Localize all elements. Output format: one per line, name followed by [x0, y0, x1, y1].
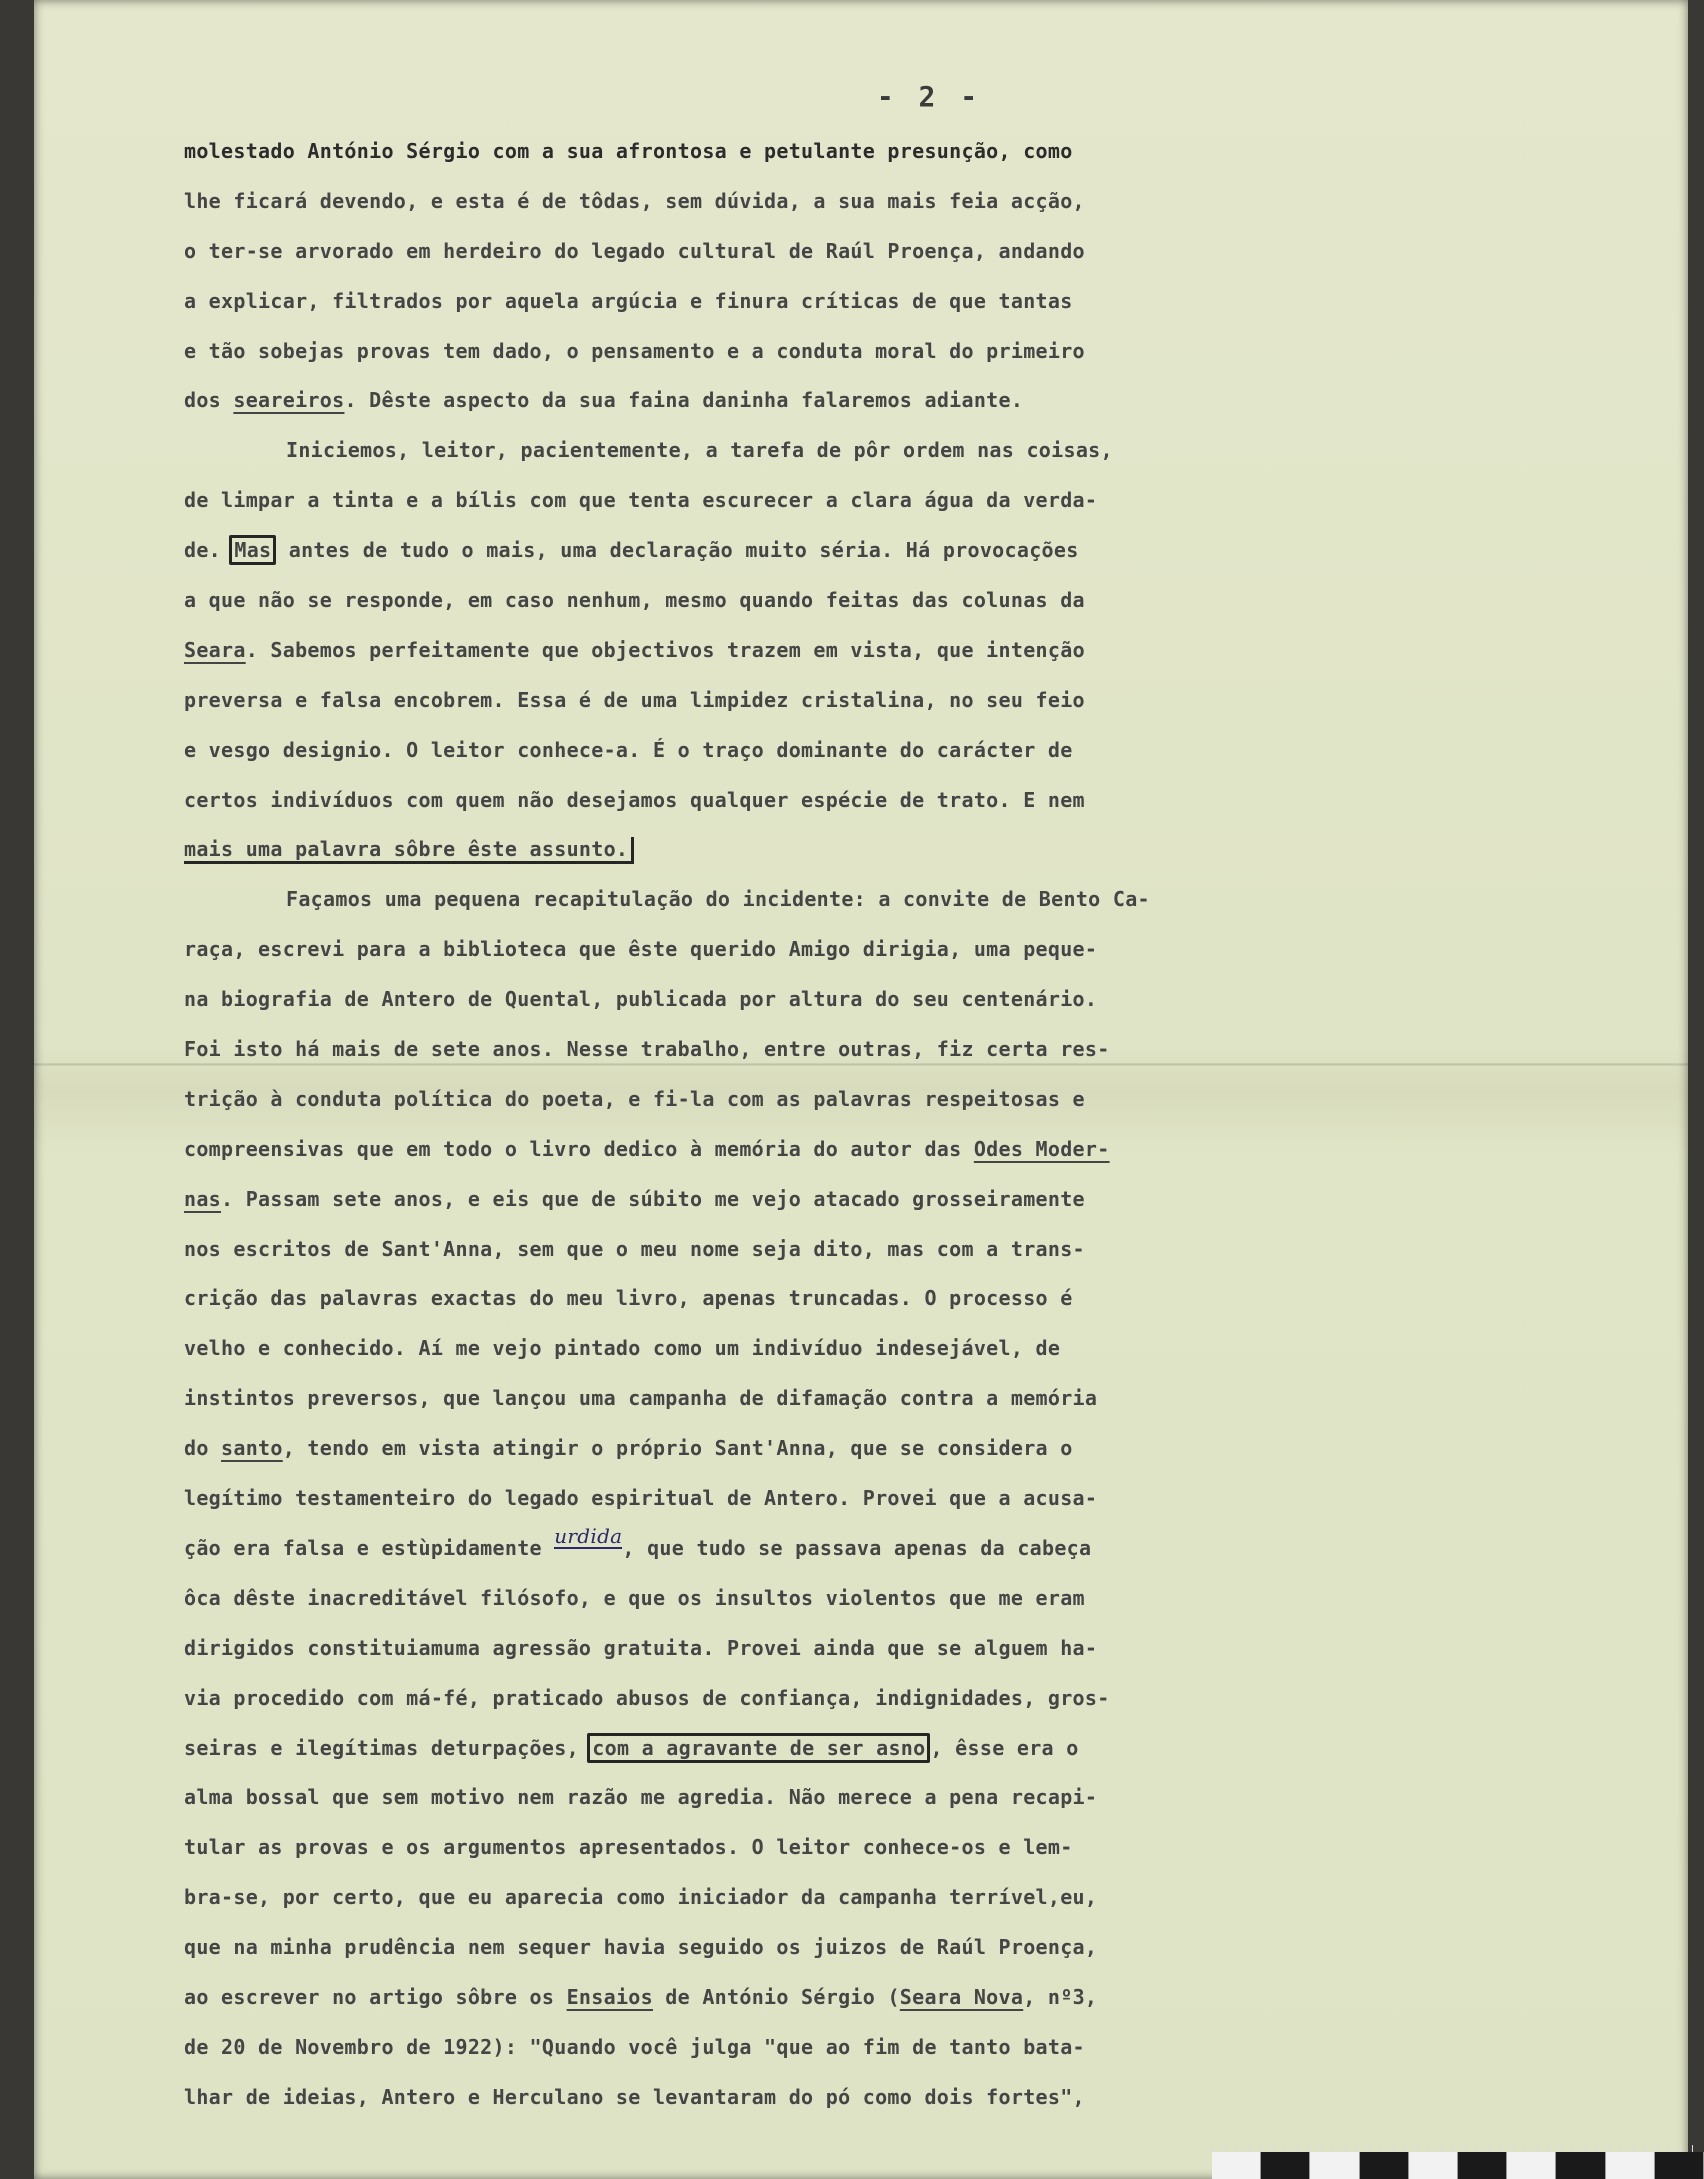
text-run: ção era falsa e estùpidamente — [184, 1535, 555, 1560]
underlined-title: nas — [184, 1186, 222, 1211]
text-run: Foi isto há mais de sete anos. Nesse trabalho, entre outras, fiz certa res- — [184, 1037, 1110, 1062]
underlined-title: Seara Nova — [899, 1984, 1024, 2009]
text-line — [184, 1574, 1694, 1624]
typed-text-body — [184, 127, 1694, 2123]
text-line — [184, 1374, 1694, 1424]
bracket-mark-end: mais uma palavra sôbre êste assunto. — [184, 837, 634, 864]
text-run: lhe ficará devendo, e esta é de tôdas, sem dúvida, a sua mais feia acção, — [184, 188, 1085, 213]
scale-ruler — [1212, 2152, 1704, 2179]
text-run: do — [184, 1436, 222, 1461]
text-line — [184, 327, 1694, 377]
text-run: a que não se responde, em caso nenhum, mesmo quando feitas das colunas da — [184, 588, 1085, 613]
paragraph-start-line — [184, 875, 1694, 925]
text-run: legítimo testamenteiro do legado espiritual de Antero. Provei que a acusa- — [184, 1486, 1098, 1511]
text-run: na biografia de Antero de Quental, publicada por altura do seu centenário. — [184, 987, 1098, 1012]
text-run: via procedido com má-fé, praticado abusos de confiança, indignidades, gros- — [184, 1685, 1110, 1710]
text-run: Iniciemos, leitor, pacientemente, a tarefa de pôr ordem nas coisas, — [286, 438, 1113, 463]
text-run: . Dêste aspecto da sua faina daninha falaremos adiante. — [344, 388, 1024, 413]
text-run: tular as provas e os argumentos apresentados. O leitor conhece-os e lem- — [184, 1835, 1073, 1860]
text-run: instintos preversos, que lançou uma campanha de difamação contra a memória — [184, 1386, 1098, 1411]
scale-segment — [1458, 2152, 1507, 2179]
document-page — [34, 0, 1688, 2179]
text-run: nos escritos de Sant'Anna, sem que o meu nome seja dito, mas com a trans- — [184, 1236, 1085, 1261]
text-run: certos indivíduos com quem não desejamos qualquer espécie de trato. E nem — [184, 787, 1085, 812]
text-line — [184, 177, 1694, 227]
text-run: trição à conduta política do poeta, e fi-la com as palavras respeitosas e — [184, 1086, 1085, 1111]
underlined-title: Ensaios — [566, 1984, 653, 2009]
text-line — [184, 1125, 1694, 1175]
text-run: alma bossal que sem motivo nem razão me agredia. Não merece a pena recapi- — [184, 1785, 1098, 1810]
text-line — [184, 1324, 1694, 1374]
text-run: , que tudo se passava apenas da cabeça — [622, 1535, 1092, 1560]
text-run: raça, escrevi para a biblioteca que êste querido Amigo dirigia, uma peque- — [184, 937, 1098, 962]
scale-segment — [1360, 2152, 1409, 2179]
text-run: compreensivas que em todo o livro dedico à memória do autor das — [184, 1136, 974, 1161]
text-run: , nº3, — [1023, 1984, 1098, 2009]
scale-segment — [1212, 2152, 1261, 2179]
text-line — [184, 975, 1694, 1025]
scale-segment — [1556, 2152, 1605, 2179]
bracket-mark-start: Mas — [229, 535, 276, 565]
text-run: ôca dêste inacreditável filósofo, e que os insultos violentos que me eram — [184, 1585, 1085, 1610]
text-line — [184, 376, 1694, 426]
text-run: crição das palavras exactas do meu livro, apenas truncadas. O processo é — [184, 1286, 1073, 1311]
text-line — [184, 1274, 1694, 1324]
text-line — [184, 526, 1694, 576]
text-line — [184, 127, 1694, 177]
text-line — [184, 1674, 1694, 1724]
text-run: o ter-se arvorado em herdeiro do legado cultural de Raúl Proença, andando — [184, 238, 1085, 263]
underlined-word: santo — [221, 1436, 283, 1461]
text-line — [184, 227, 1694, 277]
text-run: de 20 de Novembro de 1922): "Quando você julga "que ao fim de tanto bata- — [184, 2034, 1085, 2059]
text-line — [184, 925, 1694, 975]
text-line — [184, 1923, 1694, 1973]
text-line — [184, 1724, 1694, 1774]
text-run: Façamos uma pequena recapitulação do incidente: a convite de Bento Ca- — [286, 887, 1150, 912]
text-run: molestado António Sérgio com a sua afrontosa e petulante presunção, como — [184, 139, 1073, 163]
underlined-word: Seara — [184, 637, 246, 662]
text-run: bra-se, por certo, que eu aparecia como iniciador da campanha terrível,eu, — [184, 1885, 1098, 1910]
text-line — [184, 2023, 1694, 2073]
text-line — [184, 676, 1694, 726]
text-line — [184, 2073, 1694, 2123]
text-run: preversa e falsa encobrem. Essa é de uma limpidez cristalina, no seu feio — [184, 687, 1085, 712]
text-run: . Sabemos perfeitamente que objectivos trazem em vista, que intenção — [245, 637, 1085, 662]
paragraph-start-line — [184, 426, 1694, 476]
text-run: e tão sobejas provas tem dado, o pensamento e a conduta moral do primeiro — [184, 338, 1085, 363]
text-run: ao escrever no artigo sôbre os — [184, 1984, 567, 2009]
underlined-title: Odes Moder- — [973, 1136, 1110, 1161]
text-line — [184, 1225, 1694, 1275]
text-line — [184, 1474, 1694, 1524]
scale-segment — [1655, 2152, 1704, 2179]
scale-segment — [1507, 2152, 1556, 2179]
text-line — [184, 1524, 1694, 1574]
text-run: velho e conhecido. Aí me vejo pintado como um indivíduo indesejável, de — [184, 1336, 1061, 1361]
text-line — [184, 626, 1694, 676]
text-line — [184, 1424, 1694, 1474]
scale-segment — [1310, 2152, 1359, 2179]
text-line — [184, 726, 1694, 776]
page-number: - 2 - — [876, 80, 982, 113]
text-line — [184, 1973, 1694, 2023]
text-line — [184, 1773, 1694, 1823]
text-run: dos — [184, 388, 234, 413]
underlined-word: seareiros — [233, 388, 345, 413]
text-run: , tendo em vista atingir o próprio Sant'Anna, que se considera o — [282, 1436, 1073, 1461]
text-line — [184, 1823, 1694, 1873]
text-line — [184, 1175, 1694, 1225]
text-run: seiras e ilegítimas deturpações, — [184, 1735, 592, 1760]
text-line — [184, 1873, 1694, 1923]
text-line — [184, 576, 1694, 626]
text-run: que na minha prudência nem sequer havia seguido os juizos de Raúl Proença, — [184, 1935, 1098, 1960]
text-line — [184, 476, 1694, 526]
text-run: de limpar a tinta e a bílis com que tenta escurecer a clara água da verda- — [184, 488, 1098, 513]
text-run: e vesgo designio. O leitor conhece-a. É o traço dominante do carácter de — [184, 737, 1073, 762]
text-line — [184, 825, 1694, 875]
text-line — [184, 277, 1694, 327]
text-run: antes de tudo o mais, uma declaração muito séria. Há provocações — [276, 538, 1079, 563]
scale-segment — [1261, 2152, 1310, 2179]
text-run: dirigidos constituiamuma agressão gratuita. Provei ainda que se alguem ha- — [184, 1635, 1098, 1660]
text-run: a explicar, filtrados por aquela argúcia e finura críticas de que tantas — [184, 288, 1073, 313]
text-line — [184, 1025, 1694, 1075]
text-run: . Passam sete anos, e eis que de súbito me vejo atacado grosseiramente — [221, 1186, 1085, 1211]
text-line — [184, 1075, 1694, 1125]
text-run: , êsse era o — [930, 1735, 1079, 1760]
text-line — [184, 776, 1694, 826]
handwritten-insertion: urdida — [554, 1523, 623, 1548]
scale-segment — [1606, 2152, 1655, 2179]
scale-segment — [1409, 2152, 1458, 2179]
text-run: de António Sérgio ( — [652, 1984, 900, 2009]
bracketed-phrase: com a agravante de ser asno — [587, 1733, 930, 1763]
text-run: lhar de ideias, Antero e Herculano se levantaram do pó como dois fortes", — [184, 2084, 1085, 2109]
text-line — [184, 1624, 1694, 1674]
text-run: de. — [184, 538, 234, 563]
